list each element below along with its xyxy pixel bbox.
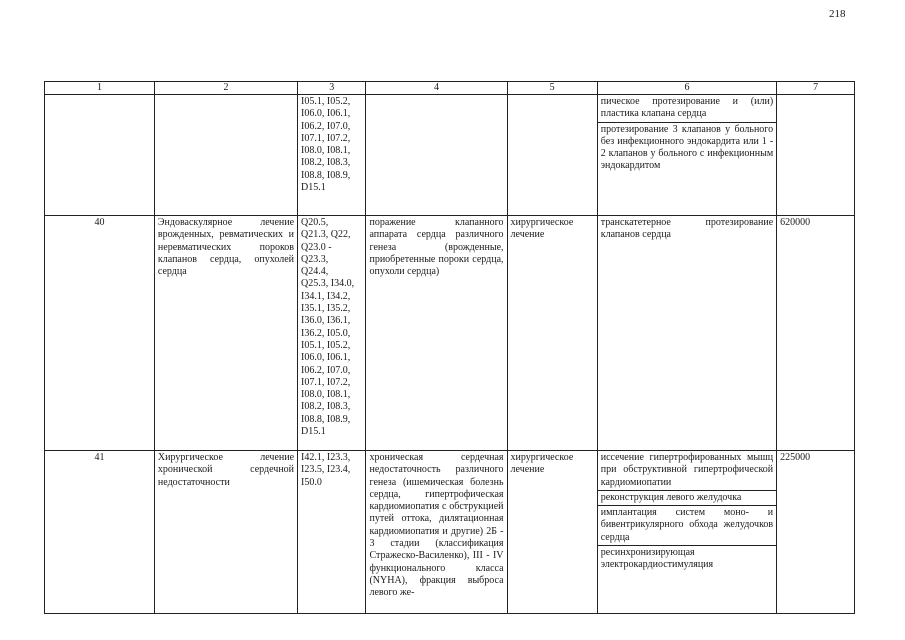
page-number: 218 — [829, 8, 846, 20]
method-item: протезирование 3 клапанов у больного без инфекционного эндокардита или 1 - 2 клапанов у больного с инфекционным эндокардитом — [598, 122, 776, 174]
diagnosis-cell: поражение клапанного аппарата сердца различного генеза (врожденные, приобретенные пороки сердца, опухоли сердца) — [366, 216, 507, 451]
table-row — [45, 216, 855, 451]
method-item: ресинхронизирующая электрокардиостимуляция — [598, 545, 776, 573]
icd-code-line: I08.0, I08.1, — [301, 389, 351, 401]
treatment-type-cell: хирургическое лечение — [507, 451, 597, 614]
method-cell — [597, 95, 776, 216]
icd-code-line: I34.1, I34.2, — [301, 290, 351, 302]
icd-codes-cell — [298, 451, 366, 614]
icd-code-line: Q23.3, — [301, 253, 329, 265]
method-cell — [597, 451, 776, 614]
icd-code-line: D15.1 — [301, 426, 326, 438]
icd-code-line: Q20.5, — [301, 217, 329, 228]
cost-cell: 620000 — [777, 216, 855, 451]
method-item: имплантация систем моно- и бивентрикулярного обхода желудочков сердца — [598, 505, 776, 545]
table-row — [45, 95, 855, 216]
icd-code-line: I08.2, I08.3, — [301, 401, 351, 413]
procedure-name-cell — [154, 95, 297, 216]
procedure-name-cell: Хирургическое лечение хронической сердечной недостаточности — [154, 451, 297, 614]
row-number-cell: 41 — [45, 451, 155, 614]
icd-code-line: Q25.3, I34.0, — [301, 278, 355, 290]
icd-codes-cell — [298, 216, 366, 451]
diagnosis-cell: хроническая сердечная недостаточность различного генеза (ишемическая болезнь сердца, гипертрофическая кардиомиопатия с обструкцией путей оттока, дилятационная кардиомиопатия и другие) 2Б - 3 стадии (классификация Стражеско-Василенко), III - IV функционального класса (NYHA), фракция выброса левого же- — [366, 451, 507, 614]
icd-code-line: I05.1, I05.2, — [301, 339, 351, 351]
icd-code-line: D15.1 — [301, 182, 326, 194]
table-row — [45, 451, 855, 614]
column-header: 1 — [45, 82, 155, 95]
icd-code-line: I08.0, I08.1, — [301, 145, 351, 157]
icd-code-line: I06.0, I06.1, — [301, 352, 351, 364]
cost-cell: 225000 — [777, 451, 855, 614]
treatment-type-cell — [507, 95, 597, 216]
icd-code-line: I06.2, I07.0, — [301, 120, 351, 132]
column-header: 4 — [366, 82, 507, 95]
treatment-type-cell: хирургическое лечение — [507, 216, 597, 451]
icd-code-line: I50.0 — [301, 476, 322, 488]
column-header: 3 — [298, 82, 366, 95]
icd-code-line: I36.2, I05.0, — [301, 327, 351, 339]
row-number-cell — [45, 95, 155, 216]
column-number-header-row — [45, 82, 855, 95]
cost-cell — [777, 95, 855, 216]
method-item: пическое протезирование и (или) пластика клапана сердца — [600, 96, 774, 120]
icd-code-line: Q24.4, — [301, 266, 329, 278]
procedure-name-cell: Эндоваскулярное лечение врожденных, ревматических и неревматических пороков клапанов сердца, опухолей сердца — [154, 216, 297, 451]
icd-code-line: Q23.0 - — [301, 241, 332, 253]
icd-code-line: I07.1, I07.2, — [301, 132, 351, 144]
icd-code-line: I42.1, I23.3, — [301, 452, 351, 463]
method-item: реконструкция левого желудочка — [598, 490, 776, 505]
diagnosis-cell — [366, 95, 507, 216]
method-item: иссечение гипертрофированных мышц при обструктивной гипертрофической кардиомиопатии — [600, 452, 774, 488]
icd-code-line: I08.2, I08.3, — [301, 157, 351, 169]
icd-code-line: Q21.3, Q22, — [301, 229, 351, 241]
icd-code-line: I35.1, I35.2, — [301, 303, 351, 315]
icd-code-line: I06.2, I07.0, — [301, 364, 351, 376]
row-number-cell: 40 — [45, 216, 155, 451]
icd-code-line: I07.1, I07.2, — [301, 376, 351, 388]
icd-code-line: I36.0, I36.1, — [301, 315, 351, 327]
icd-codes-cell — [298, 95, 366, 216]
column-header: 6 — [597, 82, 776, 95]
column-header: 5 — [507, 82, 597, 95]
medical-procedures-table — [44, 81, 855, 614]
icd-code-line: I05.1, I05.2, — [301, 96, 351, 107]
column-header: 7 — [777, 82, 855, 95]
icd-code-line: I23.5, I23.4, — [301, 464, 351, 476]
method-cell — [597, 216, 776, 451]
icd-code-line: I08.8, I08.9, — [301, 413, 351, 425]
column-header: 2 — [154, 82, 297, 95]
icd-code-line: I06.0, I06.1, — [301, 108, 351, 120]
method-item: транскатетерное протезирование клапанов сердца — [600, 217, 774, 241]
icd-code-line: I08.8, I08.9, — [301, 169, 351, 181]
